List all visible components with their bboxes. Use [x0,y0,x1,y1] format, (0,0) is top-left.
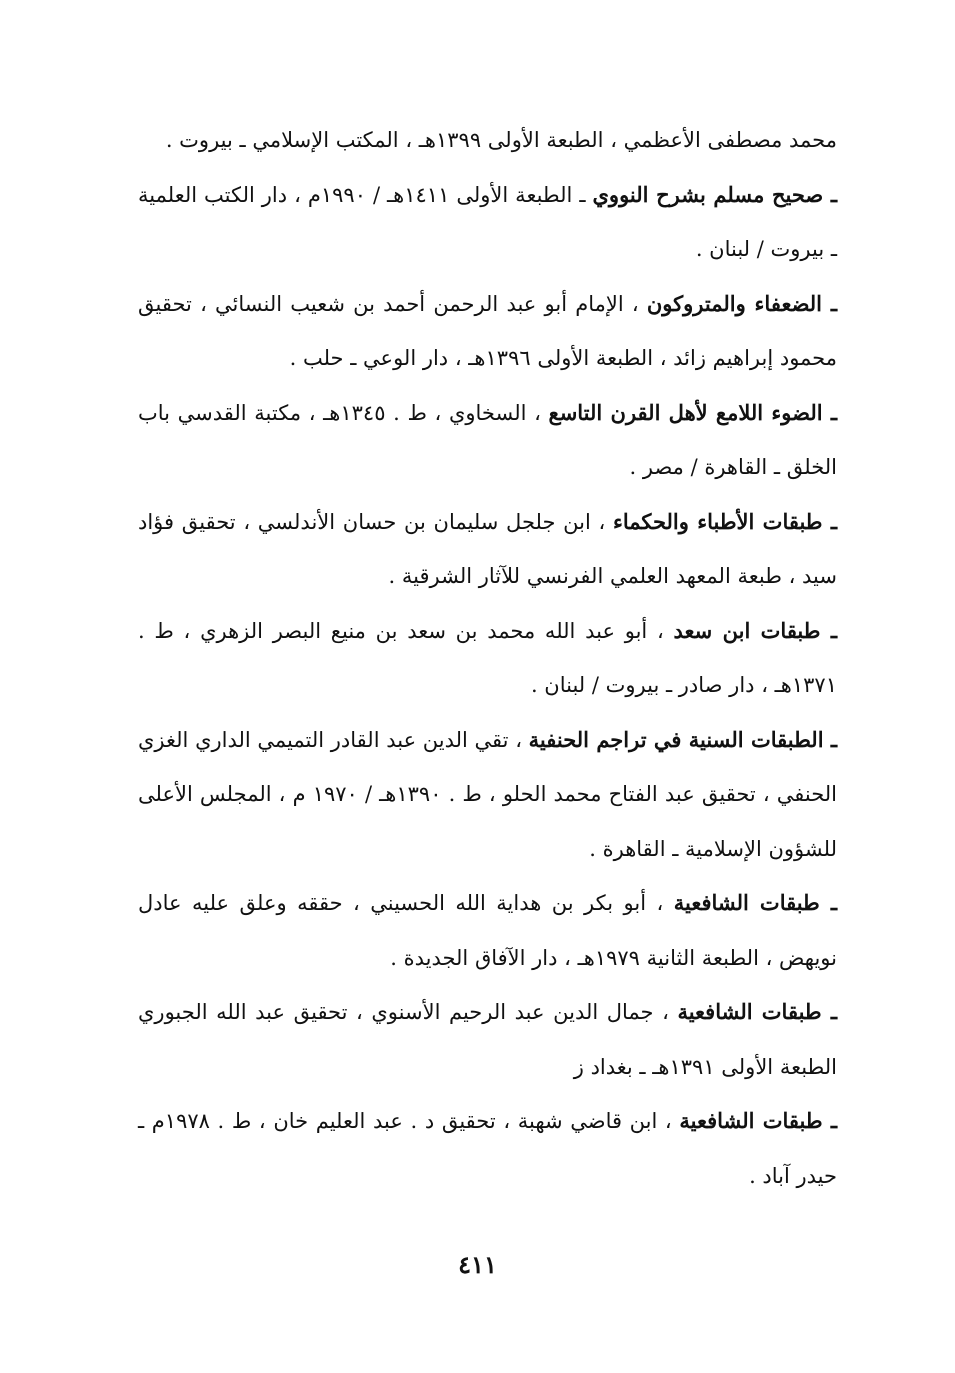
entry-text: ، السخاوي ، ط . ١٣٤٥هـ ، مكتبة القدسي باب الخلق ـ القاهرة / مصر . [138,400,837,479]
entry-title: ـ طبقات الشافعية [673,890,838,915]
bibliography-entry [138,386,837,495]
bibliography-entry [138,277,837,386]
entry-title: ـ الضوء اللامع لأهل القرن التاسع [548,399,837,425]
entry-text: ـ الطبعة الأولى ١٤١١هـ / ١٩٩٠م ، دار الكتب العلمية ـ بيروت / لبنان . [138,182,837,261]
bibliography-list [138,113,837,1203]
entry-text: ، أبو عبد الله محمد بن سعد بن منيع البصر الزهري ، ط . ١٣٧١هـ ، دار صادر ـ بيروت / لبنان . [138,618,837,697]
entry-text: ، ابن جلجل سليمان بن حسان الأندلسي ، تحقيق فؤاد سيد ، طبعة المعهد العلمي الفرنسي للآثار الشرقية . [138,509,837,588]
entry-title: ـ طبقات الشافعية [677,999,837,1024]
bibliography-entry [138,876,837,985]
bibliography-entry [138,495,837,604]
entry-title: ـ طبقات الأطباء والحكماء [612,508,837,534]
entry-text: ، الإمام أبو عبد الرحمن أحمد بن شعيب النسائي ، تحقيق محمود إبراهيم زائد ، الطبعة الأولى ١٣٩٦هـ ، دار الوعي ـ حلب . [138,291,837,370]
bibliography-entry [138,113,837,168]
entry-text: ، أبو بكر بن هداية الله الحسيني ، حققه وعلق عليه عادل نويهض ، الطبعة الثانية ١٩٧٩هـ ، دار الآفاق الجديدة . [138,891,837,970]
bibliography-entry [138,168,837,277]
entry-text: ، ابن قاضي شهبة ، تحقيق د . عبد العليم خان ، ط . ١٩٧٨م ـ حيدر آباد . [138,1109,837,1188]
entry-text: ، تقي الدين عبد القادر التميمي الداري الغزي الحنفي ، تحقيق عبد الفتاح محمد الحلو ، ط . ١٣٩٠هـ / ١٩٧٠ م ، المجلس الأعلى للشؤون الإسلامية ـ القاهرة . [138,727,838,861]
bibliography-entry [138,1094,837,1203]
bibliography-entry [138,713,837,877]
entry-text: محمد مصطفى الأعظمي ، الطبعة الأولى ١٣٩٩هـ ، المكتب الإسلامي ـ بيروت . [165,128,837,152]
entry-title: ـ الطبقات السنية في تراجم الحنفية [528,726,838,752]
entry-title: ـ طبقات الشافعية [679,1108,838,1133]
entry-text: ، جمال الدين عبد الرحيم الأسنوي ، تحقيق عبد الله الجبوري الطبعة الأولى ١٣٩١هـ ـ بغداد ز [138,1000,837,1079]
entry-title: ـ الضعفاء والمتروكون [646,290,837,316]
page-number: ٤١١ [458,1250,497,1279]
entry-title: ـ طبقات ابن سعد [673,617,838,643]
entry-title: ـ صحيح مسلم بشرح النووي [592,181,837,207]
bibliography-entry [138,985,837,1094]
bibliography-entry [138,604,837,713]
